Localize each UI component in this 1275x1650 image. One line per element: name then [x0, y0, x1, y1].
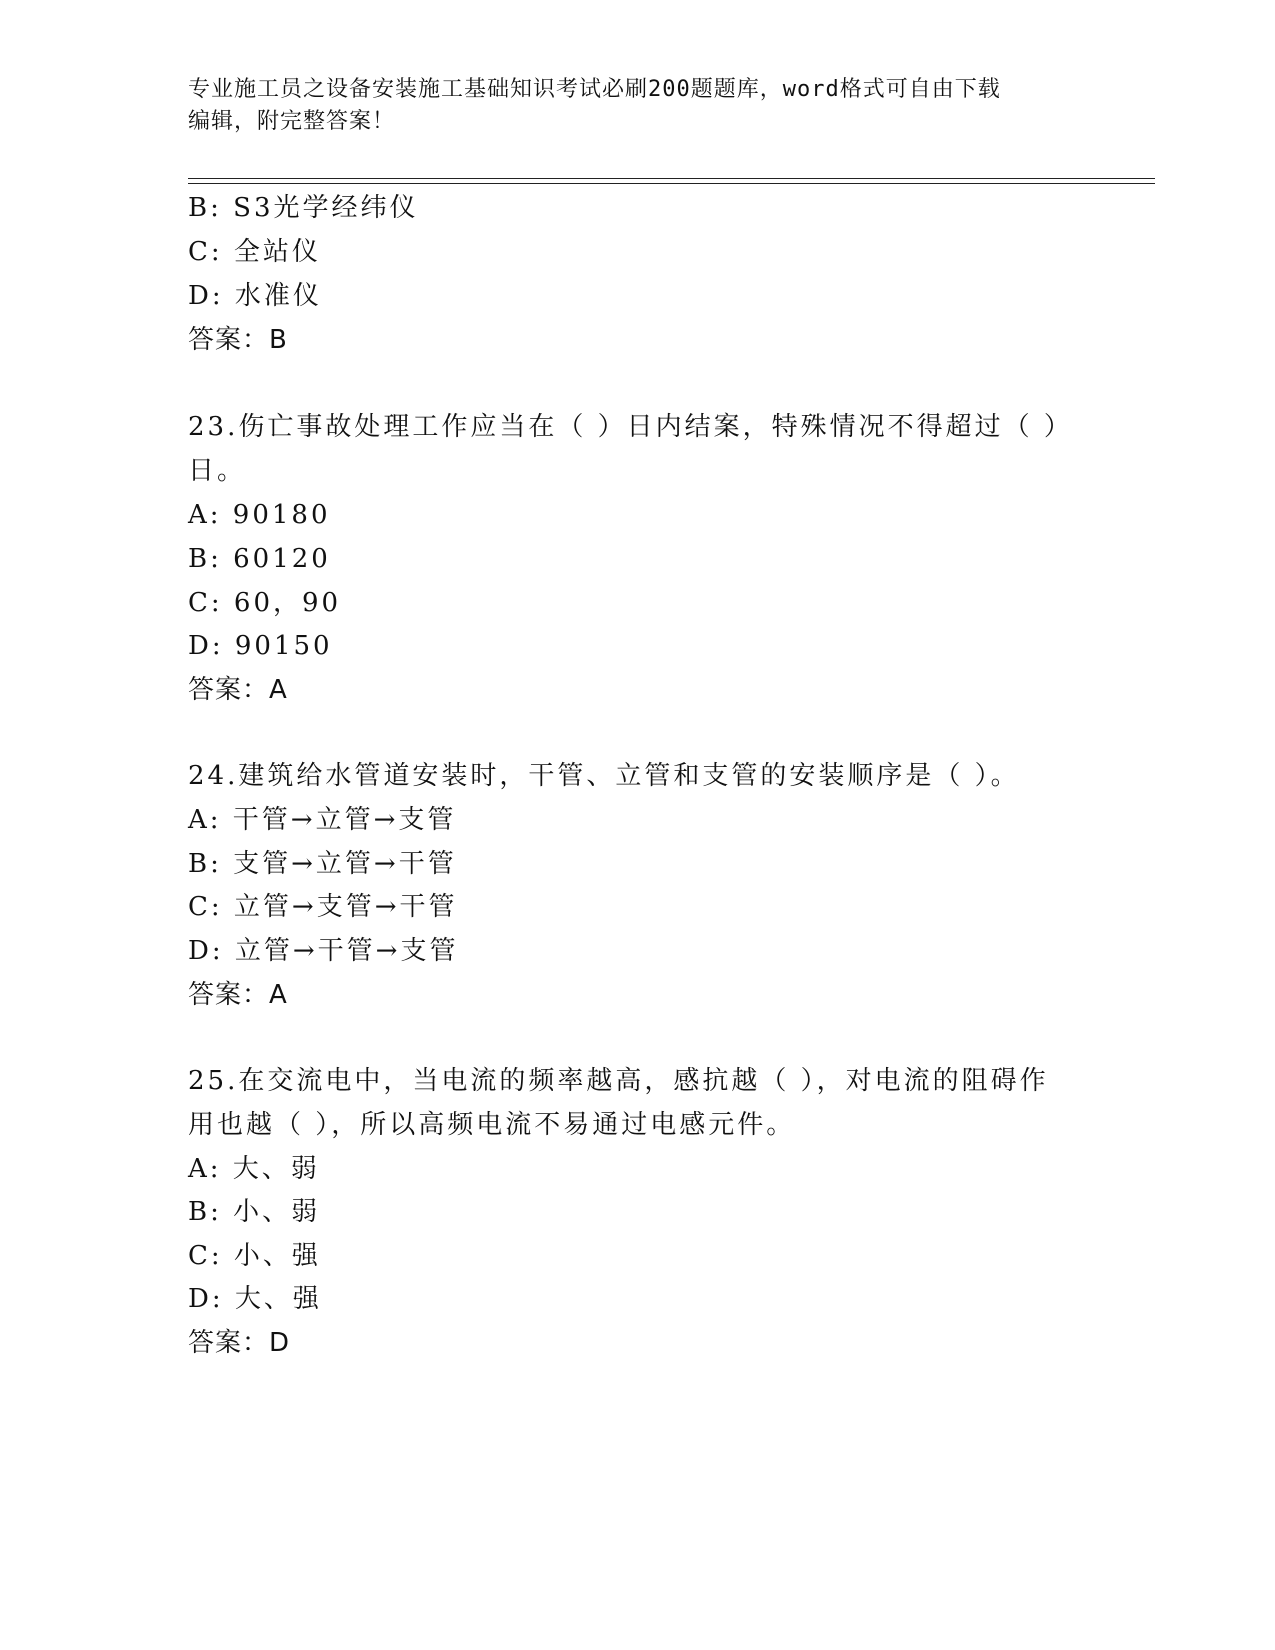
- q25-option-a: A: 大、弱: [188, 1154, 320, 1184]
- q23-stem-line-1: 23.伤亡事故处理工作应当在（ ）日内结案，特殊情况不得超过（ ）: [188, 412, 1073, 442]
- q25-stem-line-2: 用也越（ ），所以高频电流不易通过电感元件。: [188, 1110, 796, 1140]
- q24-option-c: C: 立管→支管→干管: [188, 892, 458, 922]
- q23-option-c: C: 60，90: [188, 588, 342, 618]
- q23-option-a: A: 90180: [188, 500, 331, 530]
- q25-answer: 答案：D: [188, 1328, 291, 1358]
- q25-option-c: C: 小、强: [188, 1241, 321, 1271]
- q23-answer: 答案：A: [188, 675, 288, 705]
- q24-option-d: D: 立管→干管→支管: [188, 936, 459, 966]
- q23-option-b: B: 60120: [188, 544, 331, 574]
- q22-option-c: C: 全站仪: [188, 237, 321, 267]
- header-title-line-1: 专业施工员之设备安装施工基础知识考试必刷200题题库，word格式可自由下载: [188, 77, 1001, 102]
- q24-option-a: A: 干管→立管→支管: [188, 805, 457, 835]
- header-divider-bottom: [188, 183, 1155, 184]
- q23-option-d: D: 90150: [188, 631, 333, 661]
- q25-option-d: D: 大、强: [188, 1284, 322, 1314]
- q25-stem-line-1: 25.在交流电中，当电流的频率越高，感抗越（ ），对电流的阻碍作: [188, 1066, 1049, 1096]
- q24-answer: 答案：A: [188, 980, 288, 1010]
- header-divider-top: [188, 178, 1155, 179]
- q24-stem: 24.建筑给水管道安装时，干管、立管和支管的安装顺序是（ ）。: [188, 761, 1020, 791]
- q25-option-b: B: 小、弱: [188, 1197, 321, 1227]
- header-title-line-2: 编辑，附完整答案！: [188, 109, 396, 134]
- q24-option-b: B: 支管→立管→干管: [188, 849, 457, 879]
- q22-answer: 答案：B: [188, 325, 288, 355]
- q22-option-d: D: 水准仪: [188, 281, 322, 311]
- q22-option-b: B: S3光学经纬仪: [188, 193, 419, 223]
- q23-stem-line-2: 日。: [188, 456, 247, 486]
- document-header: [188, 74, 1068, 138]
